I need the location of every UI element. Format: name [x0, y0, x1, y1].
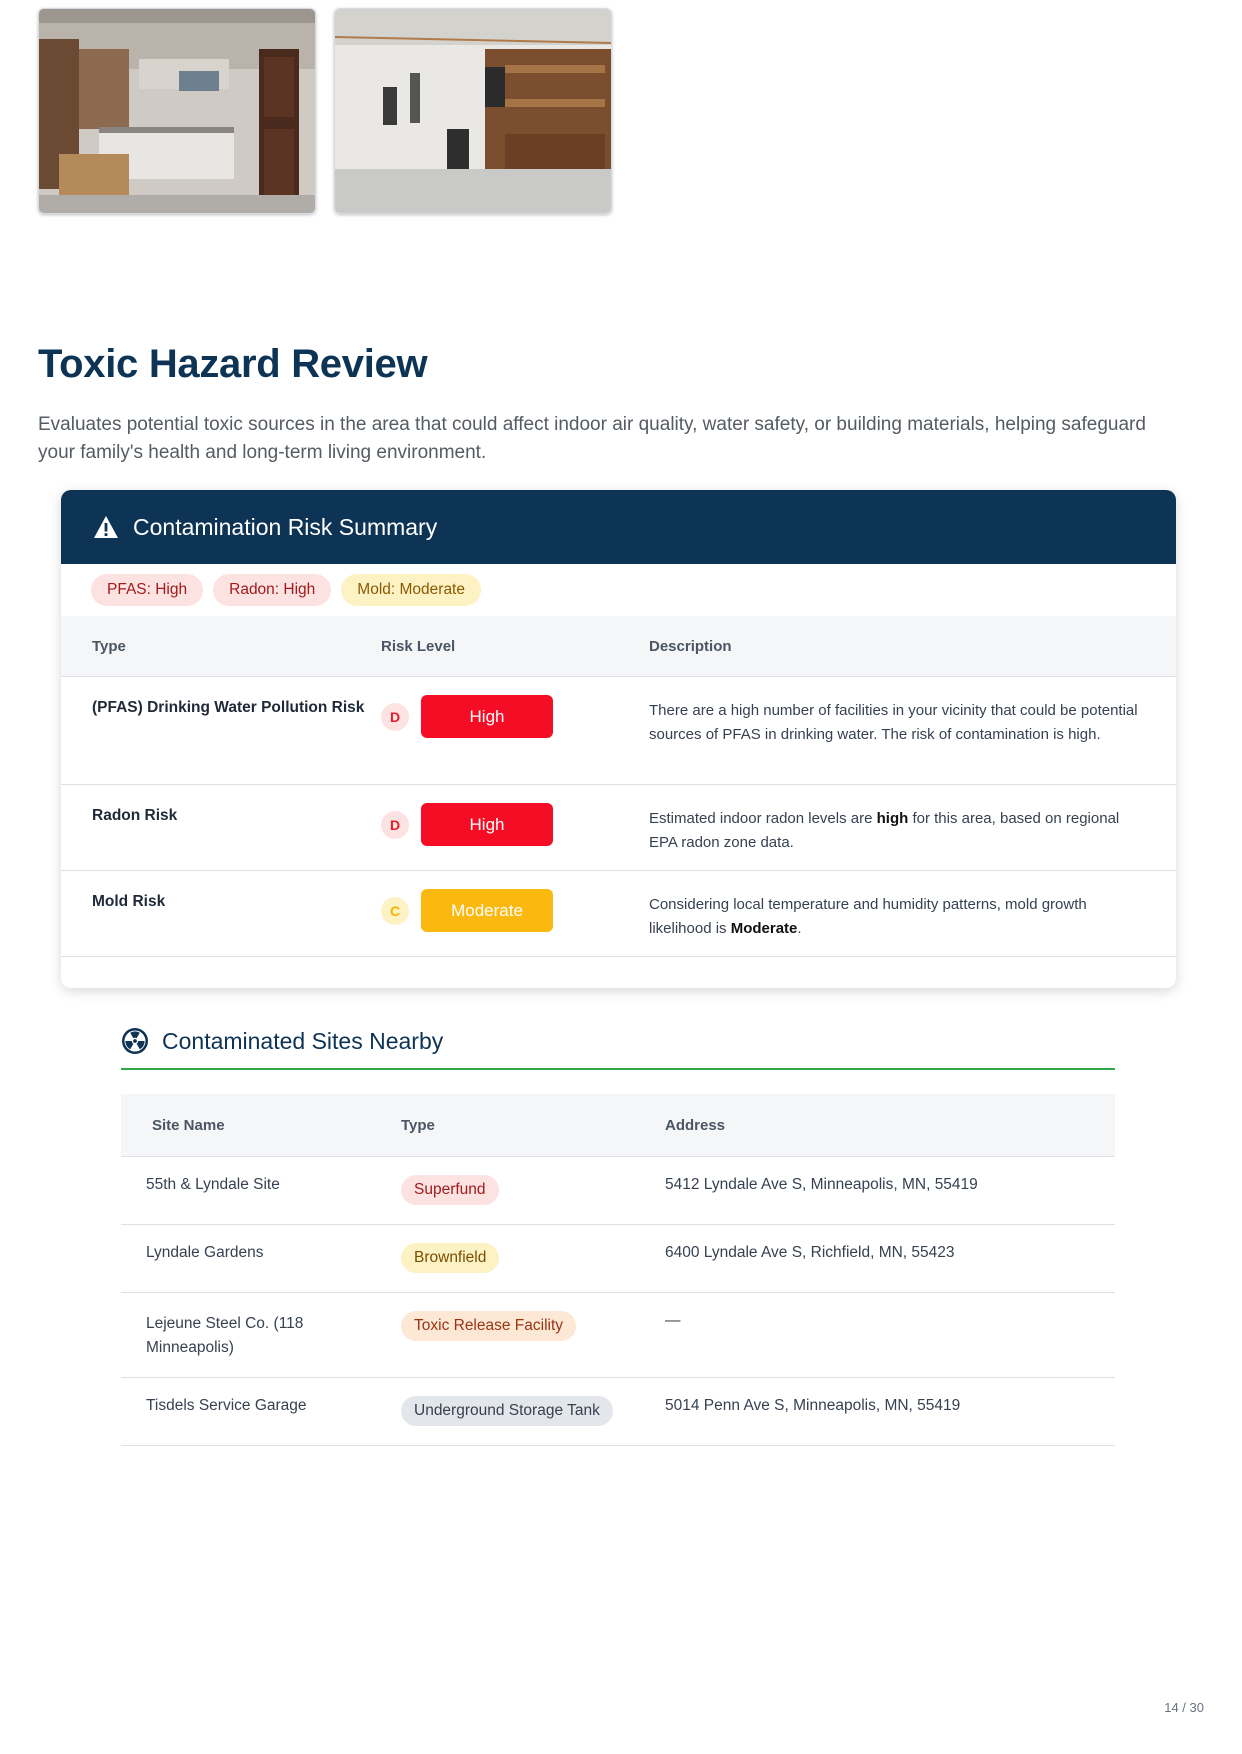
risk-chips — [61, 564, 1176, 616]
page-title: Toxic Hazard Review — [38, 342, 428, 386]
site-name: Tisdels Service Garage — [121, 1378, 401, 1446]
table-row — [121, 1225, 1115, 1293]
sites-table — [121, 1094, 1115, 1446]
col-address: Address — [665, 1094, 1115, 1157]
risk-description: Estimated indoor radon levels are high for this area, based on regional EPA radon zone data. — [649, 810, 1120, 851]
table-row — [121, 1293, 1115, 1378]
site-type-badge: Brownfield — [401, 1243, 499, 1273]
card-header — [61, 490, 1176, 564]
risk-table — [61, 616, 1176, 957]
page-description: Evaluates potential toxic sources in the area that could affect indoor air quality, water safety, or building materials, helping safeguard your family's health and long-term living environment. — [38, 414, 1146, 463]
site-type-badge: Superfund — [401, 1175, 499, 1205]
risk-type: Radon Risk — [92, 807, 178, 824]
sites-title: Contaminated Sites Nearby — [162, 1028, 444, 1054]
level-badge: High — [421, 803, 553, 846]
sites-table-header — [121, 1094, 1115, 1157]
risk-description: Considering local temperature and humidity patterns, mold growth likelihood is Moderate. — [649, 896, 1087, 937]
col-site-name: Site Name — [121, 1094, 401, 1157]
site-address: 5412 Lyndale Ave S, Minneapolis, MN, 55419 — [665, 1157, 1115, 1225]
site-name: 55th & Lyndale Site — [121, 1157, 401, 1225]
grade-badge: D — [381, 811, 409, 839]
risk-description: There are a high number of facilities in your vicinity that could be potential sources of PFAS in drinking water. The risk of contamination is high. — [649, 702, 1138, 743]
site-name: Lejeune Steel Co. (118 Minneapolis) — [121, 1293, 401, 1378]
basement-photo-workshop — [38, 8, 316, 214]
site-address: — — [665, 1293, 1115, 1378]
risk-level — [381, 803, 649, 846]
col-type: Type — [61, 616, 381, 677]
site-type-badge: Underground Storage Tank — [401, 1396, 613, 1426]
biohazard-icon — [121, 1027, 149, 1055]
level-badge: High — [421, 695, 553, 738]
grade-badge: D — [381, 703, 409, 731]
site-address: 5014 Penn Ave S, Minneapolis, MN, 55419 — [665, 1378, 1115, 1446]
warning-icon — [93, 515, 119, 539]
site-name: Lyndale Gardens — [121, 1225, 401, 1293]
table-row — [61, 871, 1176, 957]
risk-level — [381, 889, 649, 932]
risk-table-header — [61, 616, 1176, 677]
table-row — [61, 785, 1176, 871]
chip-pfas: PFAS: High — [91, 574, 203, 606]
col-site-type: Type — [401, 1094, 665, 1157]
risk-type: Mold Risk — [92, 893, 166, 910]
contamination-risk-card — [61, 490, 1176, 988]
card-title: Contamination Risk Summary — [133, 513, 438, 540]
sites-section-header — [121, 1026, 1115, 1070]
site-address: 6400 Lyndale Ave S, Richfield, MN, 55423 — [665, 1225, 1115, 1293]
basement-photo-storage — [334, 8, 612, 214]
col-description: Description — [649, 616, 1176, 677]
grade-badge: C — [381, 897, 409, 925]
risk-type: (PFAS) Drinking Water Pollution Risk — [92, 699, 365, 716]
page-number: 14 / 30 — [1164, 1700, 1204, 1715]
risk-level — [381, 695, 649, 738]
level-badge: Moderate — [421, 889, 553, 932]
table-row — [121, 1157, 1115, 1225]
chip-mold: Mold: Moderate — [341, 574, 481, 606]
site-type-badge: Toxic Release Facility — [401, 1311, 576, 1341]
col-risk-level: Risk Level — [381, 616, 649, 677]
table-row — [121, 1378, 1115, 1446]
table-row — [61, 677, 1176, 785]
chip-radon: Radon: High — [213, 574, 331, 606]
